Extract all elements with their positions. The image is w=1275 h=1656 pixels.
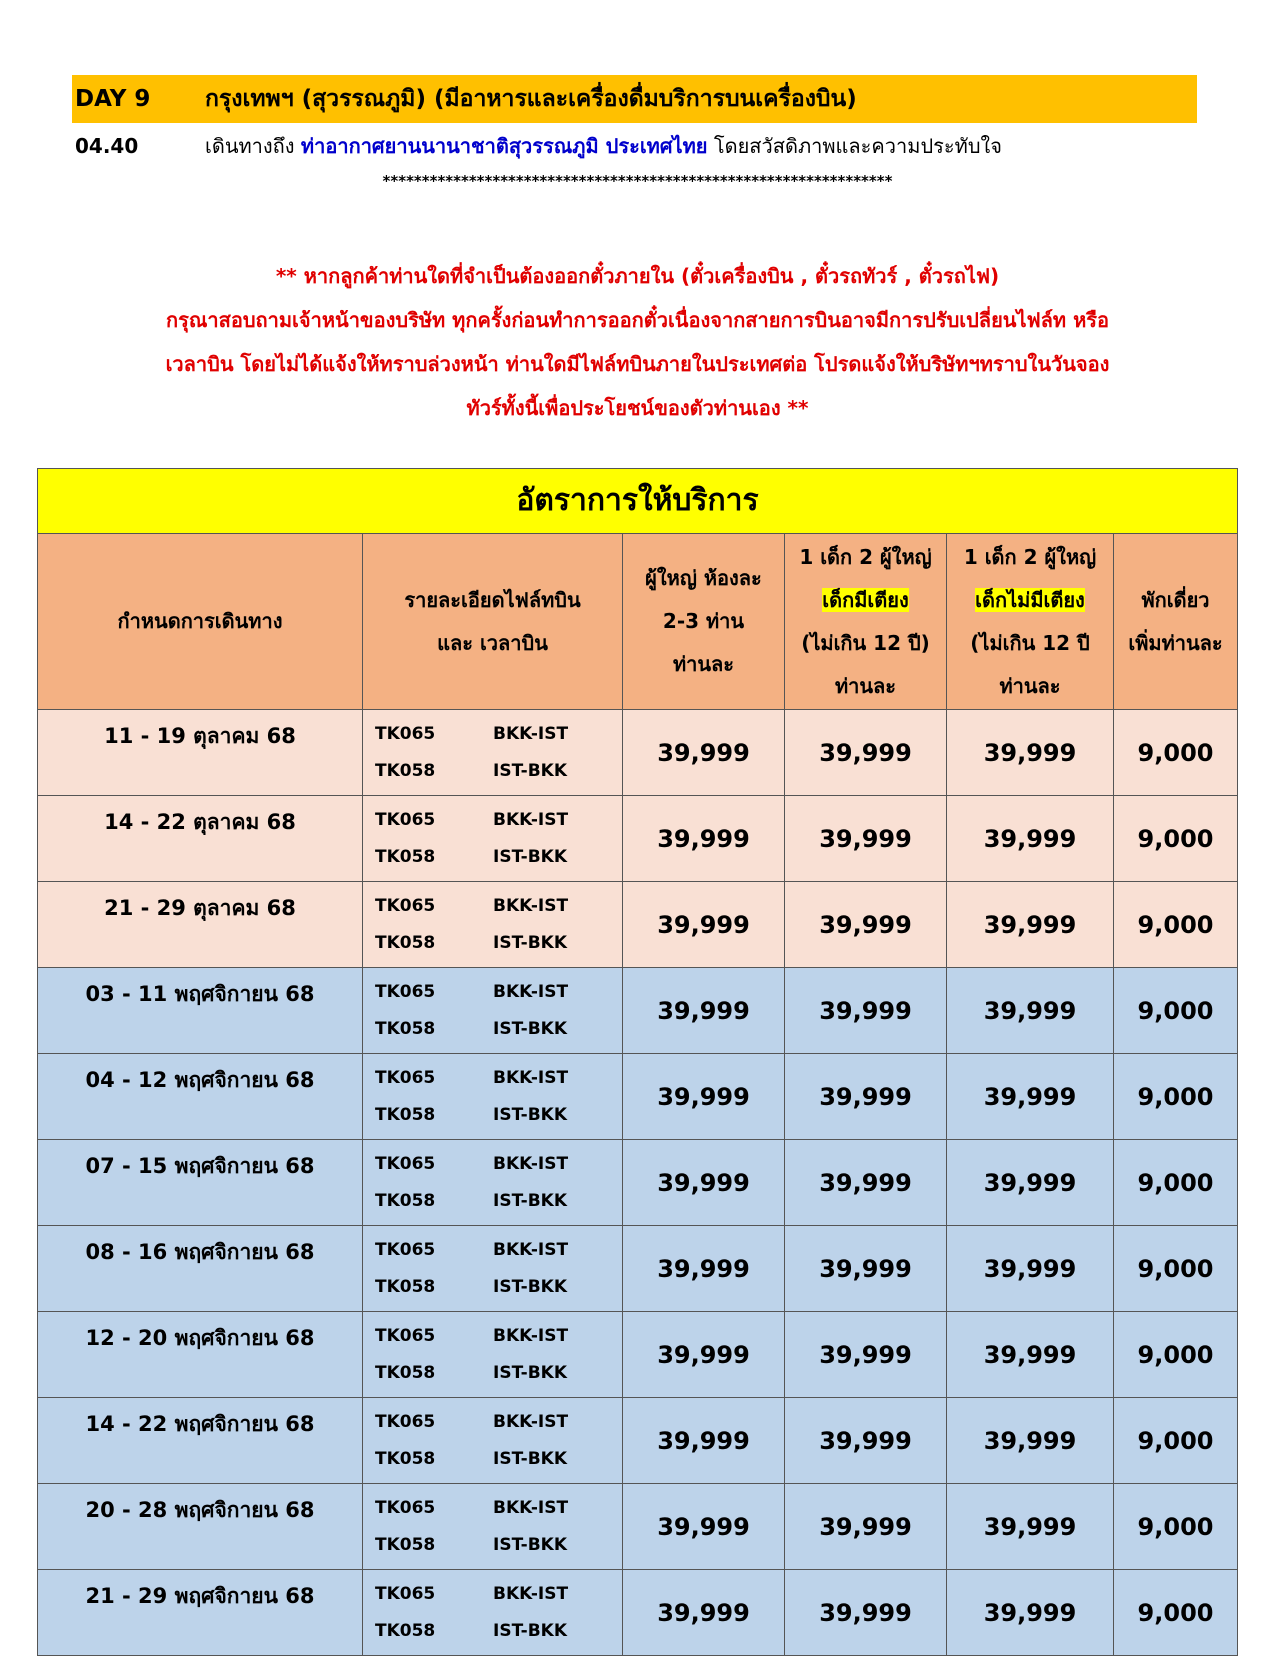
price-adult: 39,999 bbox=[623, 882, 785, 968]
table-row bbox=[38, 1398, 1238, 1484]
timeline-suffix: โดยสวัสดิภาพและความประทับใจ bbox=[707, 134, 1002, 158]
price-adult: 39,999 bbox=[623, 1054, 785, 1140]
flight-route: BKK-IST bbox=[493, 1326, 569, 1346]
table-row bbox=[38, 1054, 1238, 1140]
table-row bbox=[38, 882, 1238, 968]
notice-line: กรุณาสอบถามเจ้าหน้าของบริษัท ทุกครั้งก่อนทำการออกตั๋วเนื่องจากสายการบินอาจมีการปรับเปลี่ยนไฟล์ท หรือ bbox=[165, 308, 1110, 332]
travel-date: 07 - 15 พฤศจิกายน 68 bbox=[38, 1140, 363, 1226]
flight-details bbox=[363, 710, 623, 796]
price-child-bed: 39,999 bbox=[785, 796, 947, 882]
flight-code: TK058 bbox=[375, 1449, 436, 1469]
flight-route: BKK-IST bbox=[493, 1240, 569, 1260]
flight-details bbox=[363, 882, 623, 968]
table-row bbox=[38, 710, 1238, 796]
flight-code: TK058 bbox=[375, 1277, 436, 1297]
flight-details bbox=[363, 1398, 623, 1484]
price-single: 9,000 bbox=[1114, 1140, 1238, 1226]
flight-code: TK065 bbox=[375, 1412, 436, 1432]
flight-details bbox=[363, 968, 623, 1054]
price-child-bed: 39,999 bbox=[785, 1226, 947, 1312]
price-child-nobed: 39,999 bbox=[947, 1226, 1114, 1312]
timeline-entry bbox=[75, 128, 1195, 164]
flight-route: IST-BKK bbox=[493, 1535, 568, 1555]
header-single: พักเดี่ยว เพิ่มท่านละ bbox=[1114, 534, 1238, 710]
table-row bbox=[38, 1312, 1238, 1398]
highlight-child-bed: เด็กมีเตียง bbox=[822, 587, 909, 612]
travel-date: 08 - 16 พฤศจิกายน 68 bbox=[38, 1226, 363, 1312]
price-child-nobed: 39,999 bbox=[947, 968, 1114, 1054]
price-child-bed: 39,999 bbox=[785, 710, 947, 796]
flight-route: IST-BKK bbox=[493, 1363, 568, 1383]
price-single: 9,000 bbox=[1114, 968, 1238, 1054]
price-child-nobed: 39,999 bbox=[947, 1484, 1114, 1570]
flight-route: BKK-IST bbox=[493, 1412, 569, 1432]
flight-route: IST-BKK bbox=[493, 1191, 568, 1211]
flight-details bbox=[363, 1312, 623, 1398]
price-child-bed: 39,999 bbox=[785, 882, 947, 968]
flight-code: TK058 bbox=[375, 847, 436, 867]
flight-code: TK058 bbox=[375, 1191, 436, 1211]
price-child-nobed: 39,999 bbox=[947, 1312, 1114, 1398]
travel-date: 20 - 28 พฤศจิกายน 68 bbox=[38, 1484, 363, 1570]
table-row bbox=[38, 1140, 1238, 1226]
flight-code: TK065 bbox=[375, 1154, 436, 1174]
table-row bbox=[38, 1226, 1238, 1312]
flight-route: IST-BKK bbox=[493, 1105, 568, 1125]
price-child-nobed: 39,999 bbox=[947, 796, 1114, 882]
price-single: 9,000 bbox=[1114, 796, 1238, 882]
price-child-bed: 39,999 bbox=[785, 1484, 947, 1570]
travel-date: 14 - 22 พฤศจิกายน 68 bbox=[38, 1398, 363, 1484]
table-row bbox=[38, 968, 1238, 1054]
travel-date: 21 - 29 ตุลาคม 68 bbox=[38, 882, 363, 968]
flight-route: IST-BKK bbox=[493, 1277, 568, 1297]
header-child-bed: 1 เด็ก 2 ผู้ใหญ่ เด็กมีเตียง (ไม่เกิน 12 ปี) ท่านละ bbox=[785, 534, 947, 710]
flight-route: BKK-IST bbox=[493, 810, 569, 830]
price-single: 9,000 bbox=[1114, 1054, 1238, 1140]
flight-code: TK058 bbox=[375, 1621, 436, 1641]
flight-route: BKK-IST bbox=[493, 724, 569, 744]
flight-route: BKK-IST bbox=[493, 1068, 569, 1088]
flight-code: TK065 bbox=[375, 896, 436, 916]
price-single: 9,000 bbox=[1114, 1398, 1238, 1484]
travel-date: 21 - 29 พฤศจิกายน 68 bbox=[38, 1570, 363, 1656]
rates-table bbox=[37, 468, 1238, 1656]
flight-route: BKK-IST bbox=[493, 896, 569, 916]
travel-date: 03 - 11 พฤศจิกายน 68 bbox=[38, 968, 363, 1054]
price-child-bed: 39,999 bbox=[785, 1140, 947, 1226]
flight-code: TK065 bbox=[375, 1498, 436, 1518]
flight-code: TK058 bbox=[375, 933, 436, 953]
price-child-bed: 39,999 bbox=[785, 1398, 947, 1484]
price-adult: 39,999 bbox=[623, 796, 785, 882]
flight-code: TK065 bbox=[375, 1240, 436, 1260]
timeline-time: 04.40 bbox=[75, 134, 139, 158]
day-number: DAY 9 bbox=[75, 86, 151, 112]
timeline-prefix: เดินทางถึง bbox=[205, 134, 301, 158]
day-header bbox=[72, 75, 1197, 123]
table-row bbox=[38, 1484, 1238, 1570]
highlight-child-nobed: เด็กไม่มีเตียง bbox=[975, 587, 1085, 612]
flight-code: TK058 bbox=[375, 1363, 436, 1383]
flight-route: BKK-IST bbox=[493, 1154, 569, 1174]
rates-title: อัตราการให้บริการ bbox=[38, 469, 1238, 534]
price-adult: 39,999 bbox=[623, 968, 785, 1054]
price-child-bed: 39,999 bbox=[785, 968, 947, 1054]
flight-route: BKK-IST bbox=[493, 1498, 569, 1518]
flight-code: TK065 bbox=[375, 1584, 436, 1604]
price-single: 9,000 bbox=[1114, 1312, 1238, 1398]
flight-route: IST-BKK bbox=[493, 1621, 568, 1641]
flight-code: TK065 bbox=[375, 724, 436, 744]
rates-header-row bbox=[38, 534, 1238, 710]
header-adult: ผู้ใหญ่ ห้องละ 2-3 ท่าน ท่านละ bbox=[623, 534, 785, 710]
price-single: 9,000 bbox=[1114, 1570, 1238, 1656]
price-adult: 39,999 bbox=[623, 1140, 785, 1226]
flight-details bbox=[363, 1226, 623, 1312]
price-child-nobed: 39,999 bbox=[947, 710, 1114, 796]
flight-details bbox=[363, 1570, 623, 1656]
flight-route: IST-BKK bbox=[493, 1019, 568, 1039]
flight-route: BKK-IST bbox=[493, 1584, 569, 1604]
travel-date: 04 - 12 พฤศจิกายน 68 bbox=[38, 1054, 363, 1140]
notice-line: ทัวร์ทั้งนี้เพื่อประโยชน์ของตัวท่านเอง ** bbox=[466, 396, 809, 420]
price-child-bed: 39,999 bbox=[785, 1054, 947, 1140]
travel-date: 14 - 22 ตุลาคม 68 bbox=[38, 796, 363, 882]
header-child-nobed: 1 เด็ก 2 ผู้ใหญ่ เด็กไม่มีเตียง (ไม่เกิน 12 ปี ท่านละ bbox=[947, 534, 1114, 710]
flight-route: IST-BKK bbox=[493, 933, 568, 953]
notice-line: เวลาบิน โดยไม่ได้แจ้งให้ทราบล่วงหน้า ท่านใดมีไฟล์ทบินภายในประเทศต่อ โปรดแจ้งให้บริษัทฯทราบในวันจอง bbox=[165, 352, 1110, 376]
price-adult: 39,999 bbox=[623, 710, 785, 796]
flight-code: TK065 bbox=[375, 810, 436, 830]
flight-route: IST-BKK bbox=[493, 761, 568, 781]
flight-code: TK065 bbox=[375, 1068, 436, 1088]
flight-code: TK065 bbox=[375, 982, 436, 1002]
price-adult: 39,999 bbox=[623, 1226, 785, 1312]
flight-details bbox=[363, 1054, 623, 1140]
timeline-text bbox=[205, 128, 1002, 164]
price-child-nobed: 39,999 bbox=[947, 882, 1114, 968]
price-single: 9,000 bbox=[1114, 1484, 1238, 1570]
header-flight: รายละเอียดไฟล์ทบิน และ เวลาบิน bbox=[363, 534, 623, 710]
flight-code: TK058 bbox=[375, 1535, 436, 1555]
notice-line: ** หากลูกค้าท่านใดที่จำเป็นต้องออกตั๋วภายใน (ตั๋วเครื่องบิน , ตั๋วรถทัวร์ , ตั๋วรถไฟ) bbox=[275, 264, 1000, 288]
price-child-nobed: 39,999 bbox=[947, 1398, 1114, 1484]
table-row bbox=[38, 1570, 1238, 1656]
price-single: 9,000 bbox=[1114, 1226, 1238, 1312]
flight-details bbox=[363, 796, 623, 882]
table-row bbox=[38, 796, 1238, 882]
flight-code: TK058 bbox=[375, 1019, 436, 1039]
price-child-nobed: 39,999 bbox=[947, 1570, 1114, 1656]
price-child-bed: 39,999 bbox=[785, 1570, 947, 1656]
flight-code: TK058 bbox=[375, 1105, 436, 1125]
price-adult: 39,999 bbox=[623, 1484, 785, 1570]
price-single: 9,000 bbox=[1114, 710, 1238, 796]
separator-stars: ***************************************************************** bbox=[382, 172, 893, 190]
flight-route: IST-BKK bbox=[493, 1449, 568, 1469]
flight-details bbox=[363, 1140, 623, 1226]
header-schedule: กำหนดการเดินทาง bbox=[38, 534, 363, 710]
price-adult: 39,999 bbox=[623, 1312, 785, 1398]
price-child-nobed: 39,999 bbox=[947, 1054, 1114, 1140]
timeline-place: ท่าอากาศยานนานาชาติสุวรรณภูมิ ประเทศไทย bbox=[300, 134, 708, 158]
travel-date: 12 - 20 พฤศจิกายน 68 bbox=[38, 1312, 363, 1398]
flight-code: TK065 bbox=[375, 1326, 436, 1346]
travel-date: 11 - 19 ตุลาคม 68 bbox=[38, 710, 363, 796]
price-single: 9,000 bbox=[1114, 882, 1238, 968]
flight-details bbox=[363, 1484, 623, 1570]
flight-code: TK058 bbox=[375, 761, 436, 781]
day-title: กรุงเทพฯ (สุวรรณภูมิ) (มีอาหารและเครื่องดื่มบริการบนเครื่องบิน) bbox=[205, 86, 857, 112]
notice-block bbox=[60, 254, 1215, 430]
price-child-nobed: 39,999 bbox=[947, 1140, 1114, 1226]
price-adult: 39,999 bbox=[623, 1398, 785, 1484]
flight-route: IST-BKK bbox=[493, 847, 568, 867]
price-adult: 39,999 bbox=[623, 1570, 785, 1656]
flight-route: BKK-IST bbox=[493, 982, 569, 1002]
price-child-bed: 39,999 bbox=[785, 1312, 947, 1398]
